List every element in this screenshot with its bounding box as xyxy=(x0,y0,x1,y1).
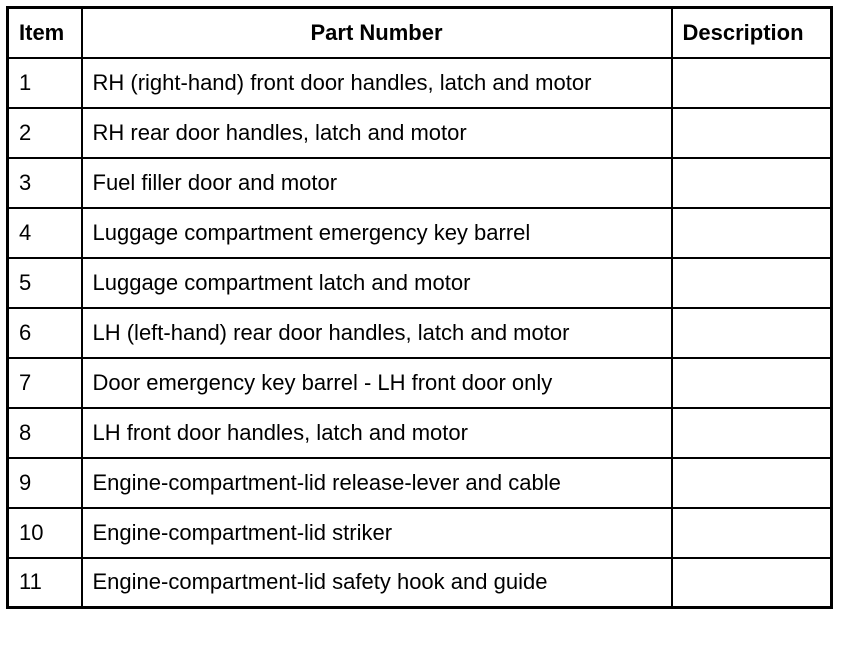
cell-part-number: Luggage compartment emergency key barrel xyxy=(82,208,672,258)
table-row xyxy=(8,158,832,208)
cell-part-number: Luggage compartment latch and motor xyxy=(82,258,672,308)
cell-description xyxy=(672,458,832,508)
cell-item: 9 xyxy=(8,458,82,508)
cell-part-number: Door emergency key barrel - LH front door only xyxy=(82,358,672,408)
table-row xyxy=(8,58,832,108)
cell-description xyxy=(672,108,832,158)
cell-description xyxy=(672,158,832,208)
cell-description xyxy=(672,308,832,358)
cell-item: 5 xyxy=(8,258,82,308)
cell-description xyxy=(672,258,832,308)
cell-part-number: Fuel filler door and motor xyxy=(82,158,672,208)
table-row xyxy=(8,358,832,408)
cell-description xyxy=(672,508,832,558)
table-body xyxy=(8,58,832,608)
table-row xyxy=(8,508,832,558)
table-row xyxy=(8,458,832,508)
cell-description xyxy=(672,408,832,458)
cell-part-number: RH rear door handles, latch and motor xyxy=(82,108,672,158)
table-row xyxy=(8,258,832,308)
cell-part-number: Engine-compartment-lid release-lever and cable xyxy=(82,458,672,508)
cell-part-number: LH (left-hand) rear door handles, latch and motor xyxy=(82,308,672,358)
cell-part-number: Engine-compartment-lid striker xyxy=(82,508,672,558)
table-row xyxy=(8,108,832,158)
table-row xyxy=(8,308,832,358)
cell-part-number: RH (right-hand) front door handles, latch and motor xyxy=(82,58,672,108)
cell-item: 1 xyxy=(8,58,82,108)
cell-item: 11 xyxy=(8,558,82,608)
cell-item: 8 xyxy=(8,408,82,458)
table-row xyxy=(8,208,832,258)
table-header xyxy=(8,8,832,58)
cell-description xyxy=(672,558,832,608)
cell-item: 10 xyxy=(8,508,82,558)
parts-table xyxy=(6,6,833,609)
header-row xyxy=(8,8,832,58)
header-description: Description xyxy=(672,8,832,58)
cell-part-number: LH front door handles, latch and motor xyxy=(82,408,672,458)
cell-description xyxy=(672,208,832,258)
table-row xyxy=(8,408,832,458)
cell-description xyxy=(672,358,832,408)
cell-description xyxy=(672,58,832,108)
table-row xyxy=(8,558,832,608)
cell-item: 7 xyxy=(8,358,82,408)
header-item: Item xyxy=(8,8,82,58)
cell-item: 6 xyxy=(8,308,82,358)
cell-item: 4 xyxy=(8,208,82,258)
cell-item: 3 xyxy=(8,158,82,208)
cell-item: 2 xyxy=(8,108,82,158)
parts-table-container xyxy=(6,6,833,609)
header-part-number: Part Number xyxy=(82,8,672,58)
cell-part-number: Engine-compartment-lid safety hook and guide xyxy=(82,558,672,608)
